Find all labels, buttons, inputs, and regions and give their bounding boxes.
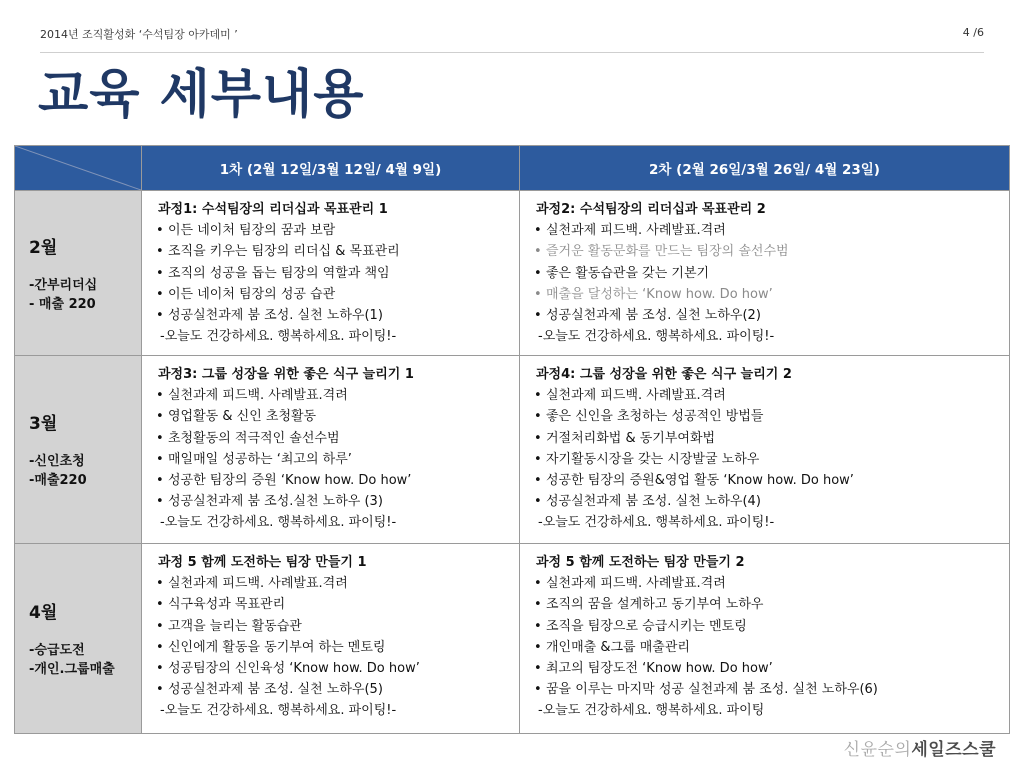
month-name: 3월 — [29, 414, 58, 434]
list-item-text: 성공실천과제 붐 조성. 실천 노하우(4) — [546, 494, 761, 510]
closing-line: -오늘도 건강하세요. 행복하세요. 파이팅 — [538, 703, 765, 719]
list-item-text: 꿈을 이루는 마지막 성공 실천과제 붐 조성. 실천 노하우(6) — [546, 682, 878, 698]
month-note: -승급도전 -개인.그룹매출 — [29, 643, 115, 677]
column-header-1: 1차 (2월 12일/3월 12일/ 4월 9일) — [142, 146, 520, 191]
list-item-text: 이든 네이처 팀장의 꿈과 보람 — [168, 223, 336, 239]
list-item — [156, 679, 513, 700]
bullet-icon: • — [156, 451, 164, 467]
list-item — [534, 284, 1003, 305]
list-item — [534, 241, 1003, 262]
list-item-text: 초청활동의 적극적인 솔선수범 — [168, 430, 340, 446]
curriculum-table — [14, 145, 1010, 734]
bullet-icon: • — [534, 494, 542, 510]
bullet-icon: • — [156, 494, 164, 510]
bullet-icon: • — [534, 639, 542, 655]
closing-line: -오늘도 건강하세요. 행복하세요. 파이팅!- — [160, 703, 397, 719]
top-bar — [40, 26, 984, 42]
bullet-icon: • — [156, 682, 164, 698]
course-cell — [520, 356, 1010, 544]
document-title: 2014년 조직활성화 ‘수석팀장 아카데미 ’ — [40, 28, 238, 41]
list-item-text: 성공실천과제 붐 조성. 실천 노하우(2) — [546, 308, 761, 324]
bullet-icon: • — [156, 597, 164, 613]
list-item — [156, 241, 513, 262]
list-item — [156, 406, 513, 427]
column-header-2: 2차 (2월 26일/3월 26일/ 4월 23일) — [520, 146, 1010, 191]
bullet-icon: • — [156, 661, 164, 677]
list-item — [156, 491, 513, 512]
bullet-icon: • — [534, 286, 542, 302]
brand-logo — [844, 735, 996, 760]
month-note: -신인초청 -매출220 — [29, 454, 87, 488]
bullet-icon: • — [156, 244, 164, 260]
list-item — [156, 305, 513, 326]
logo-part-1: 신윤순의 — [843, 740, 912, 760]
list-item — [534, 428, 1003, 449]
bullet-icon: • — [534, 682, 542, 698]
list-item-text: 실천과제 피드백. 사례발표.격려 — [546, 388, 726, 404]
course-cell — [142, 544, 520, 734]
list-item-text: 실천과제 피드백. 사례발표.격려 — [546, 576, 726, 592]
course-title: 과정3: 그룹 성장을 위한 좋은 식구 늘리기 1 — [158, 367, 414, 382]
bullet-icon: • — [534, 265, 542, 281]
list-item-text: 좋은 활동습관을 갖는 기본기 — [546, 265, 710, 281]
bullet-icon: • — [156, 308, 164, 324]
list-item — [534, 385, 1003, 406]
list-item — [534, 263, 1003, 284]
list-item-text: 성공팀장의 신인육성 ‘Know how. Do how’ — [168, 661, 420, 677]
header-divider — [40, 52, 984, 53]
list-item — [534, 637, 1003, 658]
list-item-text: 식구육성과 목표관리 — [168, 597, 286, 613]
list-item — [156, 658, 513, 679]
bullet-icon: • — [534, 661, 542, 677]
course-title: 과정 5 함께 도전하는 팀장 만들기 2 — [536, 555, 745, 570]
bullet-icon: • — [534, 223, 542, 239]
bullet-icon: • — [156, 430, 164, 446]
list-item-text: 즐거운 활동문화를 만드는 팀장의 솔선수범 — [546, 244, 789, 260]
list-item-text: 고객을 늘리는 활동습관 — [168, 618, 302, 634]
list-item-text: 매일매일 성공하는 ‘최고의 하루’ — [168, 451, 352, 467]
course-cell — [142, 356, 520, 544]
bullet-icon: • — [156, 409, 164, 425]
list-item — [534, 616, 1003, 637]
bullet-icon: • — [156, 576, 164, 592]
closing-line: -오늘도 건강하세요. 행복하세요. 파이팅!- — [160, 329, 397, 345]
closing-line: -오늘도 건강하세요. 행복하세요. 파이팅!- — [160, 515, 397, 531]
page-title: 교육 세부내용 — [38, 65, 365, 125]
list-item — [156, 573, 513, 594]
bullet-icon: • — [534, 597, 542, 613]
list-item-text: 성공실천과제 붐 조성. 실천 노하우(1) — [168, 308, 383, 324]
bullet-icon: • — [534, 451, 542, 467]
course-title: 과정1: 수석팀장의 리더십과 목표관리 1 — [158, 202, 388, 217]
list-item-text: 개인매출 &그룹 매출관리 — [546, 639, 690, 655]
course-cell — [142, 191, 520, 356]
list-item-text: 좋은 신인을 초청하는 성공적인 방법들 — [546, 409, 764, 425]
list-item — [156, 449, 513, 470]
table-header-row — [15, 146, 1010, 191]
month-name: 4월 — [29, 603, 58, 623]
list-item — [156, 385, 513, 406]
list-item-text: 조직의 꿈을 설계하고 동기부여 노하우 — [546, 597, 764, 613]
bullet-icon: • — [156, 265, 164, 281]
course-cell — [520, 191, 1010, 356]
list-item — [534, 220, 1003, 241]
list-item-text: 영업활동 & 신인 초청활동 — [168, 409, 317, 425]
list-item-text: 성공실천과제 붐 조성.실천 노하우 (3) — [168, 494, 383, 510]
list-item-text: 실천과제 피드백. 사례발표.격려 — [168, 388, 348, 404]
bullet-icon: • — [156, 388, 164, 404]
list-item — [156, 637, 513, 658]
list-item-text: 이든 네이처 팀장의 성공 습관 — [168, 286, 336, 302]
month-cell — [15, 544, 142, 734]
list-item-text: 조직을 키우는 팀장의 리더십 & 목표관리 — [168, 244, 400, 260]
list-item — [534, 305, 1003, 326]
list-item — [534, 573, 1003, 594]
bullet-icon: • — [156, 286, 164, 302]
list-item — [534, 491, 1003, 512]
list-item — [534, 594, 1003, 615]
list-item — [156, 284, 513, 305]
list-item — [156, 594, 513, 615]
closing-line: -오늘도 건강하세요. 행복하세요. 파이팅!- — [538, 329, 775, 345]
month-name: 2월 — [29, 237, 58, 258]
table-row — [15, 544, 1010, 734]
table-row — [15, 191, 1010, 356]
list-item-text: 조직의 성공을 돕는 팀장의 역할과 책임 — [168, 265, 390, 281]
bullet-icon: • — [534, 308, 542, 324]
bullet-icon: • — [534, 409, 542, 425]
bullet-icon: • — [534, 618, 542, 634]
list-item — [534, 470, 1003, 491]
month-cell — [15, 356, 142, 544]
list-item-text: 성공실천과제 붐 조성. 실천 노하우(5) — [168, 682, 383, 698]
bullet-icon: • — [534, 388, 542, 404]
list-item-text: 최고의 팀장도전 ‘Know how. Do how’ — [546, 661, 773, 677]
closing-line: -오늘도 건강하세요. 행복하세요. 파이팅!- — [538, 515, 775, 531]
list-item — [156, 220, 513, 241]
list-item — [534, 658, 1003, 679]
list-item — [534, 449, 1003, 470]
bullet-icon: • — [156, 223, 164, 239]
bullet-icon: • — [156, 639, 164, 655]
diagonal-line — [15, 146, 141, 190]
list-item — [156, 428, 513, 449]
list-item — [534, 679, 1003, 700]
corner-cell — [15, 146, 142, 191]
list-item — [534, 406, 1003, 427]
list-item-text: 자기활동시장을 갖는 시장발굴 노하우 — [546, 451, 760, 467]
page-number: 4 /6 — [962, 26, 984, 39]
bullet-icon: • — [534, 430, 542, 446]
month-note: -간부리더십 - 매출 220 — [29, 277, 98, 312]
list-item-text: 조직을 팀장으로 승급시키는 멘토링 — [546, 618, 747, 634]
bullet-icon: • — [534, 244, 542, 260]
course-cell — [520, 544, 1010, 734]
list-item — [156, 470, 513, 491]
month-cell — [15, 191, 142, 356]
course-title: 과정2: 수석팀장의 리더십과 목표관리 2 — [536, 202, 766, 217]
bullet-icon: • — [534, 473, 542, 489]
course-title: 과정4: 그룹 성장을 위한 좋은 식구 늘리기 2 — [536, 367, 792, 382]
table-row — [15, 356, 1010, 544]
list-item-text: 신인에게 활동을 동기부여 하는 멘토링 — [168, 639, 386, 655]
list-item-text: 매출을 달성하는 ‘Know how. Do how’ — [546, 286, 773, 302]
bullet-icon: • — [156, 473, 164, 489]
bullet-icon: • — [156, 618, 164, 634]
list-item-text: 성공한 팀장의 증원 ‘Know how. Do how’ — [168, 473, 412, 489]
list-item-text: 실천과제 피드백. 사례발표.격려 — [168, 576, 348, 592]
list-item — [156, 616, 513, 637]
list-item-text: 실천과제 피드백. 사례발표.격려 — [546, 223, 726, 239]
bullet-icon: • — [534, 576, 542, 592]
list-item — [156, 263, 513, 284]
list-item-text: 거절처리화법 & 동기부여화법 — [546, 430, 716, 446]
logo-part-2: 세일즈스쿨 — [911, 740, 996, 760]
list-item-text: 성공한 팀장의 증원&영업 활동 ‘Know how. Do how’ — [546, 473, 854, 489]
course-title: 과정 5 함께 도전하는 팀장 만들기 1 — [158, 555, 367, 570]
